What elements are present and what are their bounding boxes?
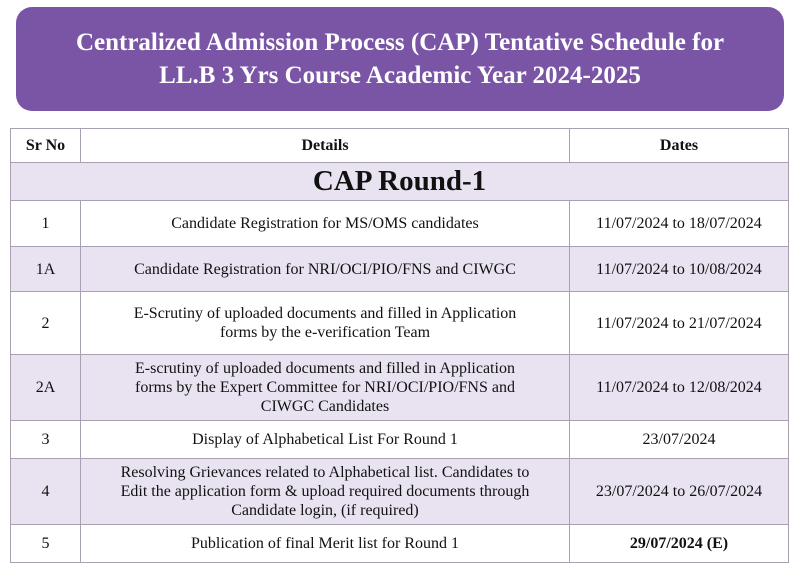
row-details: Candidate Registration for MS/OMS candidates xyxy=(81,201,570,247)
row-sr: 4 xyxy=(11,459,81,525)
row-details-line: Resolving Grievances related to Alphabetical list. Candidates to xyxy=(120,464,530,481)
table-row xyxy=(11,355,789,421)
row-details: Display of Alphabetical List For Round 1 xyxy=(81,421,570,459)
row-dates: 11/07/2024 to 21/07/2024 xyxy=(570,292,789,355)
row-dates: 23/07/2024 xyxy=(570,421,789,459)
row-details-line: forms by the e-verification Team xyxy=(219,324,431,341)
schedule-table xyxy=(10,128,789,563)
row-sr: 3 xyxy=(11,421,81,459)
row-sr: 2 xyxy=(11,292,81,355)
table-header-row xyxy=(11,129,789,163)
row-details-line: CIWGC Candidates xyxy=(260,398,390,415)
row-details-line: E-Scrutiny of uploaded documents and filled in Application xyxy=(133,305,517,322)
table-row xyxy=(11,292,789,355)
row-dates: 11/07/2024 to 10/08/2024 xyxy=(570,247,789,292)
table-row xyxy=(11,525,789,563)
row-details: Candidate Registration for NRI/OCI/PIO/FNS and CIWGC xyxy=(81,247,570,292)
table-row xyxy=(11,247,789,292)
header-sr-no: Sr No xyxy=(11,129,81,163)
row-details xyxy=(81,292,570,355)
row-sr: 1 xyxy=(11,201,81,247)
title-banner xyxy=(16,7,784,111)
row-sr: 1A xyxy=(11,247,81,292)
header-dates: Dates xyxy=(570,129,789,163)
round-title-row xyxy=(11,163,789,201)
row-details-line: Edit the application form & upload required documents through xyxy=(120,483,530,500)
table-row xyxy=(11,421,789,459)
row-details-line: E-scrutiny of uploaded documents and filled in Application xyxy=(135,360,515,377)
table-row xyxy=(11,201,789,247)
title-line-1: Centralized Admission Process (CAP) Tentative Schedule for xyxy=(75,29,725,56)
row-details: Publication of final Merit list for Round 1 xyxy=(81,525,570,563)
row-details-line: forms by the Expert Committee for NRI/OCI/PIO/FNS and xyxy=(135,379,515,396)
row-dates: 29/07/2024 (E) xyxy=(570,525,789,563)
row-dates: 11/07/2024 to 18/07/2024 xyxy=(570,201,789,247)
header-details: Details xyxy=(81,129,570,163)
row-sr: 5 xyxy=(11,525,81,563)
row-details xyxy=(81,355,570,421)
row-details-line: Candidate login, (if required) xyxy=(231,502,419,519)
title-line-2: LL.B 3 Yrs Course Academic Year 2024-2025 xyxy=(159,62,641,89)
row-dates: 23/07/2024 to 26/07/2024 xyxy=(570,459,789,525)
row-sr: 2A xyxy=(11,355,81,421)
table-row xyxy=(11,459,789,525)
row-details xyxy=(81,459,570,525)
round-title: CAP Round-1 xyxy=(11,163,789,201)
row-dates: 11/07/2024 to 12/08/2024 xyxy=(570,355,789,421)
